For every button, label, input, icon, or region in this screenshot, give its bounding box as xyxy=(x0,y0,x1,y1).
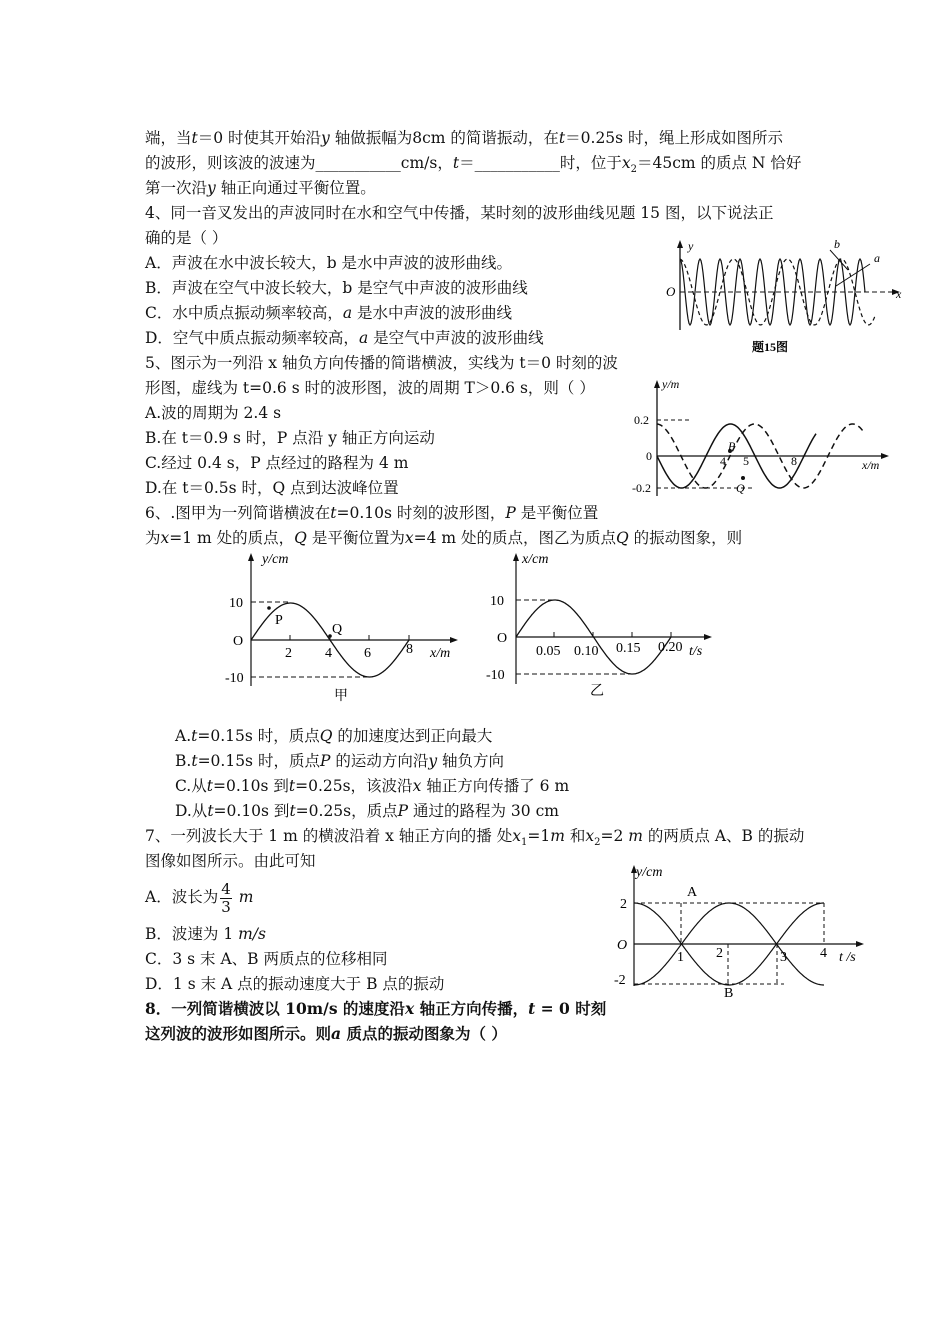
q3-line-1: 端，当t＝0 时使其开始沿y 轴做振幅为8cm 的简谐振动，在t＝0.25s 时，绳上形成如图所示 xyxy=(145,129,784,147)
q4-option-a[interactable]: A．声波在水中波长较大，b 是水中声波的波形曲线。 xyxy=(145,254,513,272)
q7-option-c[interactable]: C．3 s 末 A、B 两质点的位移相同 xyxy=(145,950,388,968)
x-tick-2: 2 xyxy=(285,646,292,661)
q7-vibration-figure xyxy=(612,860,882,1002)
y-tick-neg10: -10 xyxy=(486,668,505,683)
y-tick-10: 10 xyxy=(229,596,243,611)
q3-line-3: 第一次沿y 轴正向通过平衡位置。 xyxy=(145,179,376,197)
q3-line-2: 的波形，则该波的波速为___________cm/s，t＝___________时，位于$x_2=45cm$ 的质点 N 恰好 xyxy=(145,154,802,176)
q7-stem-1: 7、一列波长大于 1 m 的横波沿着 x 轴正方向的播 处$x_1=1m$ 和$x_2=2$ m 的两质点 A、B 的振动 xyxy=(145,827,805,849)
q6-option-c[interactable]: C.从t=0.10s 到t=0.25s，该波沿x 轴正方向传播了 6 m xyxy=(175,777,570,795)
origin-label: 0 xyxy=(646,449,652,463)
x-tick-4: 4 xyxy=(325,646,332,661)
y-tick-top: 0.2 xyxy=(634,413,649,427)
q7-option-d[interactable]: D．1 s 末 A 点的振动速度大于 B 点的振动 xyxy=(145,975,445,993)
x-axis-label: x/m xyxy=(430,646,451,661)
q5-option-d[interactable]: D.在 t＝0.5s 时，Q 点到达波峰位置 xyxy=(145,479,399,497)
q4-stem-2: 确的是（ ） xyxy=(145,229,228,247)
q4-wave-figure xyxy=(660,236,910,356)
t-tick-4: 4 xyxy=(820,946,827,961)
y-tick-2: 2 xyxy=(620,897,627,912)
q6-option-a[interactable]: A.t=0.15s 时，质点Q 的加速度达到正向最大 xyxy=(175,727,493,745)
q-label: Q xyxy=(332,622,343,637)
x-tick-8: 8 xyxy=(791,454,797,468)
t-tick-005: 0.05 xyxy=(536,644,561,659)
x-axis-label: x xyxy=(896,287,902,301)
q-label: Q xyxy=(736,481,745,495)
caption-yi: 乙 xyxy=(590,684,604,699)
origin-label: O xyxy=(233,634,244,649)
x-axis-label: x/m xyxy=(862,458,880,472)
q8-stem-2: 这列波的波形如图所示。则a 质点的振动图象为（ ） xyxy=(145,1024,507,1043)
caption-jia: 甲 xyxy=(334,689,348,704)
t-tick-3: 3 xyxy=(780,950,787,965)
y-axis-label: y xyxy=(688,239,694,253)
y-tick-bottom: -0.2 xyxy=(632,481,651,495)
t-axis-label: t /s xyxy=(839,950,856,965)
point-p xyxy=(267,606,271,610)
t-tick-020: 0.20 xyxy=(658,640,683,655)
x-tick-5: 5 xyxy=(743,454,749,468)
label-a: A xyxy=(687,885,698,900)
q6-option-b[interactable]: B.t=0.15s 时，质点P 的运动方向沿y 轴负方向 xyxy=(175,752,505,770)
point-q xyxy=(741,476,745,480)
q6-option-d[interactable]: D.从t=0.10s 到t=0.25s，质点P 通过的路程为 30 cm xyxy=(175,802,559,820)
y-tick-neg10: -10 xyxy=(225,671,244,686)
x-tick-6: 6 xyxy=(364,646,371,661)
fraction-4-3: $\frac{4}{3}$ xyxy=(221,879,231,916)
t-tick-015: 0.15 xyxy=(616,641,641,656)
q7-stem-2: 图像如图所示。由此可知 xyxy=(145,852,316,870)
figure-caption: 题15图 xyxy=(752,340,789,354)
y-axis-label: y/cm xyxy=(262,552,289,567)
q4-option-d[interactable]: D．空气中质点振动频率较高，a 是空气中声波的波形曲线 xyxy=(145,329,544,347)
q5-option-b[interactable]: B.在 t＝0.9 s 时，P 点沿 y 轴正方向运动 xyxy=(145,429,435,447)
q5-option-c[interactable]: C.经过 0.4 s，P 点经过的路程为 4 m xyxy=(145,454,409,472)
label-b: B xyxy=(724,986,734,1001)
q6-stem-2: 为x=1 m 处的质点，Q 是平衡位置为x=4 m 处的质点，图乙为质点Q 的振动图象，则 xyxy=(145,529,743,547)
origin-label: O xyxy=(617,938,628,953)
q4-option-c[interactable]: C．水中质点振动频率较高，a 是水中声波的波形曲线 xyxy=(145,304,513,322)
origin-label: O xyxy=(666,284,676,299)
answer-blank-1[interactable]: ___________ xyxy=(315,154,401,172)
q5-stem-1: 5、图示为一列沿 x 轴负方向传播的简谐横波，实线为 t＝0 时刻的波 xyxy=(145,354,618,372)
q5-stem-2: 形图，虚线为 t=0.6 s 时的波形图，波的周期 T＞0.6 s，则（ ） xyxy=(145,379,595,397)
t-axis-label: t/s xyxy=(689,644,703,659)
x-tick-4: 4 xyxy=(720,454,726,468)
answer-blank-2[interactable]: ___________ xyxy=(474,154,560,172)
q6-stem-1: 6、.图甲为一列简谐横波在t=0.10s 时刻的波形图，P 是平衡位置 xyxy=(145,504,599,522)
q6-figure-yi xyxy=(484,548,724,704)
t-tick-1: 1 xyxy=(677,950,684,965)
p-label: P xyxy=(275,613,283,628)
q7-option-b[interactable]: B．波速为 1 m/s xyxy=(145,925,266,943)
q7-option-a[interactable]: A．波长为 $\frac{4}{3}$ m xyxy=(145,879,254,916)
t-tick-010: 0.10 xyxy=(574,644,599,659)
y-tick-10: 10 xyxy=(490,594,504,609)
q5-option-a[interactable]: A.波的周期为 2.4 s xyxy=(145,404,282,422)
q6-figure-jia xyxy=(220,548,470,706)
q4-option-b[interactable]: B．声波在空气中波长较大，b 是空气中声波的波形曲线 xyxy=(145,279,528,297)
x-tick-8: 8 xyxy=(406,642,413,657)
p-label: P xyxy=(728,439,736,453)
curve-b-label: b xyxy=(834,237,840,251)
y-axis-label: y/cm xyxy=(636,865,663,880)
origin-label: O xyxy=(497,631,508,646)
y-axis-label: x/cm xyxy=(522,552,549,567)
curve-a-label: a xyxy=(874,251,880,265)
q4-stem-1: 4、同一音叉发出的声波同时在水和空气中传播，某时刻的波形曲线见题 15 图，以下说法正 xyxy=(145,204,774,222)
y-tick-neg2: -2 xyxy=(614,973,626,988)
q5-wave-figure xyxy=(632,372,900,500)
y-axis-label: y/m xyxy=(662,377,680,391)
t-tick-2: 2 xyxy=(716,946,723,961)
q8-stem-1: 8．一列简谐横波以 10m/s 的速度沿x 轴正方向传播，t = 0 时刻 xyxy=(145,999,607,1018)
